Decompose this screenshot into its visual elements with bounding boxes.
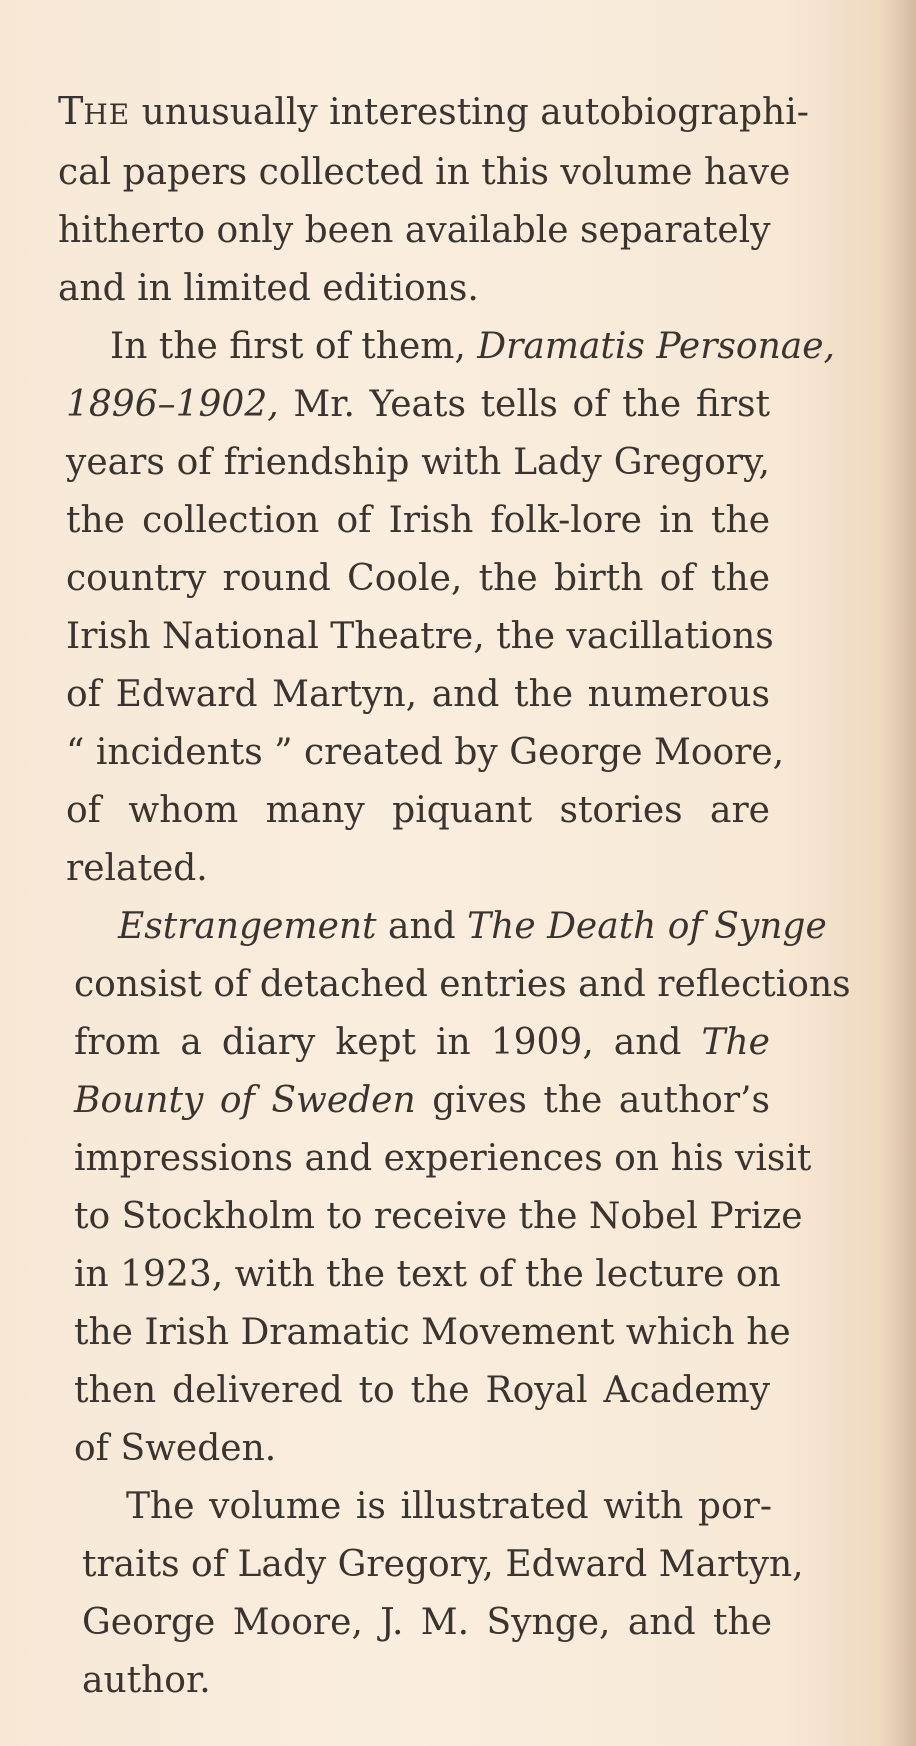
text-line: The volume is illustrated with por- (126, 1486, 772, 1527)
text-line: in 1923, with the text of the lecture on (74, 1254, 781, 1295)
text-line: and in limited editions. (58, 268, 479, 309)
text-line: country round Coole, the birth of the (66, 558, 770, 599)
text-line: Irish National Theatre, the vacillations (66, 616, 774, 657)
paragraph-estrangement (74, 898, 851, 1478)
title-bounty-of-sweden: Bounty of Sweden (74, 1080, 416, 1121)
text-line: impressions and experiences on his visit (74, 1138, 812, 1179)
text-line: to Stockholm to receive the Nobel Prize (74, 1196, 803, 1237)
text-line: hitherto only been available separately (58, 210, 771, 251)
paragraph-illustrations (82, 1478, 804, 1710)
text-line: related. (66, 848, 208, 889)
paragraph-dramatis-personae (66, 318, 835, 898)
title-estrangement: Estrangement (118, 906, 377, 947)
text-line: of Sweden. (74, 1428, 277, 1469)
text-line: Estrangement and The Death of Synge (118, 906, 827, 947)
text-line: George Moore, J. M. Synge, and the (82, 1602, 772, 1643)
text-line: of whom many piquant stories are (66, 790, 770, 831)
text-line: from a diary kept in 1909, and The (74, 1022, 770, 1063)
text-line: 1896–1902, Mr. Yeats tells of the first (66, 384, 770, 425)
title-the: The (701, 1022, 770, 1063)
text-line: then delivered to the Royal Academy (74, 1370, 770, 1411)
text-line: traits of Lady Gregory, Edward Martyn, (82, 1544, 804, 1585)
text-line: THE unusually interesting autobiographi- (58, 89, 809, 133)
text-line: In the first of them, Dramatis Personae, (110, 326, 835, 367)
text-line: of Edward Martyn, and the numerous (66, 674, 770, 715)
title-date-range: 1896–1902, (66, 384, 279, 425)
title-death-of-synge: The Death of Synge (467, 906, 827, 947)
text-line: consist of detached entries and reflections (74, 964, 851, 1005)
title-dramatis-personae: Dramatis Personae, (477, 326, 835, 367)
text-line: “ incidents ” created by George Moore, (66, 732, 785, 773)
page-edge-shadow (882, 0, 916, 1746)
text-line: cal papers collected in this volume have (58, 152, 791, 193)
text-line: Bounty of Sweden gives the author’s (74, 1080, 770, 1121)
paragraph-intro (58, 82, 809, 318)
text-line: author. (82, 1660, 211, 1701)
text-line: years of friendship with Lady Gregory, (66, 442, 770, 483)
blurb-text (58, 82, 851, 1710)
text-line: the collection of Irish folk-lore in the (66, 500, 770, 541)
text-line: the Irish Dramatic Movement which he (74, 1312, 791, 1353)
